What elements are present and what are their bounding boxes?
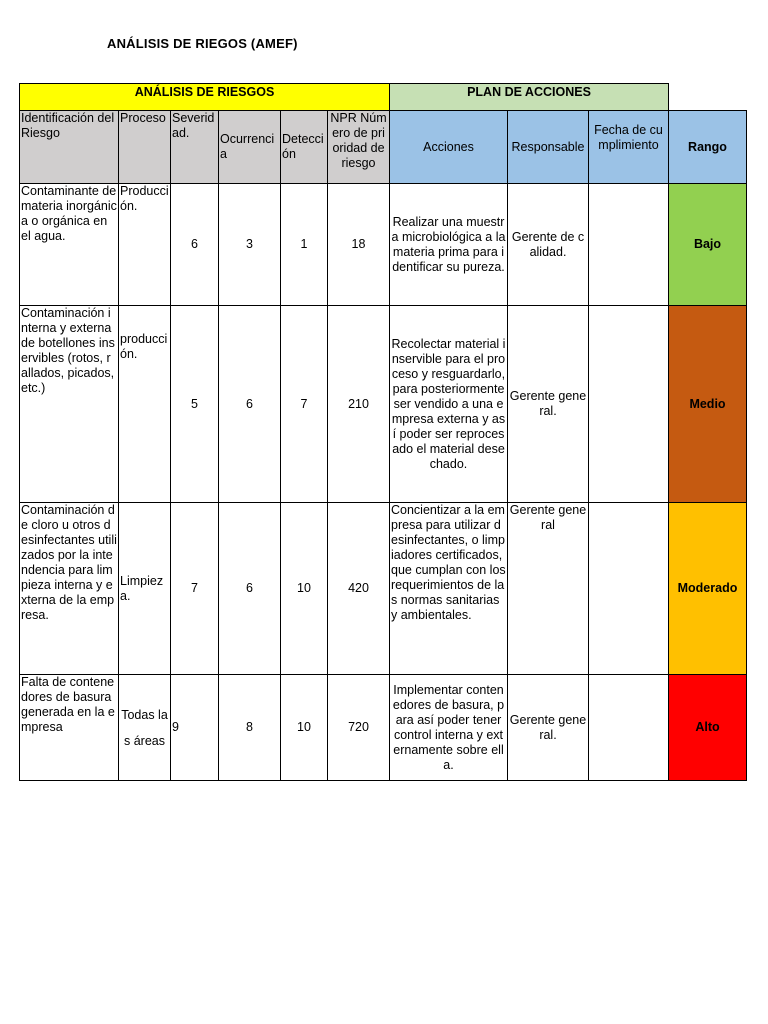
cell-responsable: Gerente de calidad.	[508, 184, 589, 306]
cell-npr: 18	[328, 184, 390, 306]
table-row	[20, 184, 747, 306]
cell-severidad: 9	[171, 675, 219, 781]
cell-ocurrencia: 3	[219, 184, 281, 306]
header-identificacion: Identificación del Riesgo	[20, 111, 119, 184]
table-row	[20, 503, 747, 675]
cell-responsable: Gerente general.	[508, 675, 589, 781]
header-severidad: Severidad.	[171, 111, 219, 184]
cell-ocurrencia: 6	[219, 503, 281, 675]
cell-riesgo: Contaminación de cloro u otros desinfectantes utilizados por la intendencia para limpieza interna y externa de la empresa.	[20, 503, 119, 675]
cell-proceso: Producción.	[119, 184, 171, 306]
header-npr: NPR Número de prioridad de riesgo	[328, 111, 390, 184]
cell-deteccion: 7	[281, 306, 328, 503]
cell-npr: 420	[328, 503, 390, 675]
cell-deteccion: 10	[281, 503, 328, 675]
cell-responsable: Gerente general.	[508, 306, 589, 503]
cell-riesgo: Contaminante de materia inorgánica o orgánica en el agua.	[20, 184, 119, 306]
cell-npr: 720	[328, 675, 390, 781]
document-title: ANÁLISIS DE RIEGOS (AMEF)	[107, 36, 298, 51]
header-fecha: Fecha de cumplimiento	[589, 111, 669, 184]
column-header-row	[20, 111, 747, 184]
header-rango: Rango	[669, 111, 747, 184]
cell-npr: 210	[328, 306, 390, 503]
section-header-row	[20, 84, 747, 111]
cell-rango: Medio	[669, 306, 747, 503]
section-analisis-riesgos: ANÁLISIS DE RIESGOS	[20, 84, 390, 111]
cell-rango: Alto	[669, 675, 747, 781]
risk-analysis-table	[19, 83, 747, 781]
cell-rango: Moderado	[669, 503, 747, 675]
header-acciones: Acciones	[390, 111, 508, 184]
header-ocurrencia: Ocurrencia	[219, 111, 281, 184]
cell-rango: Bajo	[669, 184, 747, 306]
cell-riesgo: Falta de contenedores de basura generada en la empresa	[20, 675, 119, 781]
cell-fecha	[589, 675, 669, 781]
section-blank	[669, 84, 747, 111]
header-deteccion: Detección	[281, 111, 328, 184]
cell-fecha	[589, 184, 669, 306]
cell-accion: Concientizar a la empresa para utilizar desinfectantes, o limpiadores certificados, que cumplan con los requerimientos de las normas sanitarias y ambientales.	[390, 503, 508, 675]
cell-accion: Implementar contenedores de basura, para así poder tener control interna y externamente sobre ella.	[390, 675, 508, 781]
cell-deteccion: 1	[281, 184, 328, 306]
cell-proceso: producción.	[119, 306, 171, 503]
cell-accion: Recolectar material inservible para el proceso y resguardarlo, para posteriormente ser vendido a una empresa externa y así poder ser reprocesado el material desechado.	[390, 306, 508, 503]
cell-accion: Realizar una muestra microbiológica a la materia prima para identificar su pureza.	[390, 184, 508, 306]
cell-severidad: 5	[171, 306, 219, 503]
cell-severidad: 7	[171, 503, 219, 675]
cell-riesgo: Contaminación interna y externa de botellones inservibles (rotos, rallados, picados, etc.)	[20, 306, 119, 503]
cell-proceso: Limpieza.	[119, 503, 171, 675]
cell-responsable: Gerente general	[508, 503, 589, 675]
cell-ocurrencia: 6	[219, 306, 281, 503]
header-proceso: Proceso	[119, 111, 171, 184]
cell-deteccion: 10	[281, 675, 328, 781]
header-responsable: Responsable	[508, 111, 589, 184]
table-row	[20, 675, 747, 781]
cell-ocurrencia: 8	[219, 675, 281, 781]
table-row	[20, 306, 747, 503]
cell-fecha	[589, 503, 669, 675]
section-plan-acciones: PLAN DE ACCIONES	[390, 84, 669, 111]
cell-fecha	[589, 306, 669, 503]
cell-proceso: Todas las áreas	[119, 675, 171, 781]
cell-severidad: 6	[171, 184, 219, 306]
